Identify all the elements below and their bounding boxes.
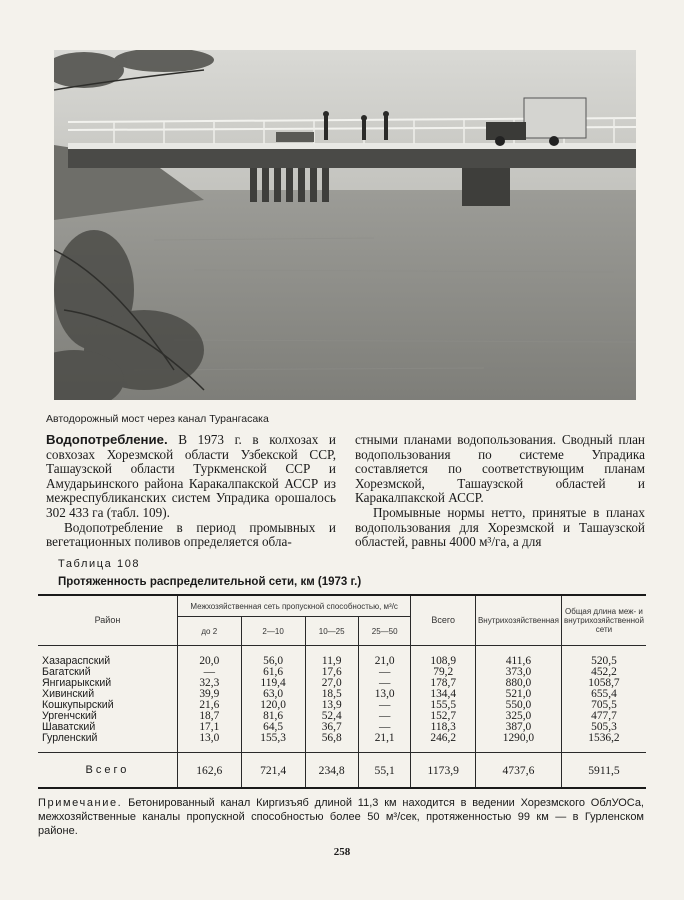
cell-value: — <box>358 667 411 678</box>
cell-value: 56,0 <box>241 646 305 668</box>
cell-value: 134,4 <box>411 689 476 700</box>
cell-value: 387,0 <box>475 722 561 733</box>
paragraph-period: Водопотребление в период промывных и вегетационных поливов определяется обла- <box>46 519 336 550</box>
cell-value: 36,7 <box>305 722 358 733</box>
cell-value: 21,1 <box>358 733 411 753</box>
table-label: Таблица 108 <box>58 558 141 570</box>
text-column-left <box>46 433 336 550</box>
cell-value: 17,6 <box>305 667 358 678</box>
note-label: Примечание. <box>38 797 123 809</box>
cell-value: 21,0 <box>358 646 411 668</box>
cell-value: 21,6 <box>177 700 241 711</box>
cell-value: 477,7 <box>561 711 646 722</box>
run-in-heading: Водопотребление. <box>46 432 168 447</box>
col-header-sub: до 2 <box>177 617 241 646</box>
cell-value: 27,0 <box>305 678 358 689</box>
cell-value: 1290,0 <box>475 733 561 753</box>
network-length-table <box>38 594 646 789</box>
text-column-right <box>355 433 645 550</box>
cell-total: 1173,9 <box>411 753 476 789</box>
cell-value: 1536,2 <box>561 733 646 753</box>
cell-value: 880,0 <box>475 678 561 689</box>
cell-value: 18,7 <box>177 711 241 722</box>
table-total-row <box>38 753 646 789</box>
cell-district: Гурленский <box>38 733 177 753</box>
cell-value: 155,3 <box>241 733 305 753</box>
paragraph-plan: стными планами водопользования. Сводный план водопользования по системе Упрадика составляется по соответствующим планам Хорезмской, Ташаузской областей и Каракалпакской АССР. <box>355 432 645 506</box>
cell-value: 108,9 <box>411 646 476 668</box>
cell-value: 13,9 <box>305 700 358 711</box>
cell-value: 118,3 <box>411 722 476 733</box>
cell-district: Багатский <box>38 667 177 678</box>
cell-value: — <box>358 700 411 711</box>
col-header-total: Всего <box>411 595 476 646</box>
bridge-photo-illustration <box>54 50 636 400</box>
cell-total: 5911,5 <box>561 753 646 789</box>
cell-value: 79,2 <box>411 667 476 678</box>
cell-value: 178,7 <box>411 678 476 689</box>
col-header-sub: 25—50 <box>358 617 411 646</box>
photo-caption: Автодорожный мост через канал Турангасака <box>46 413 269 425</box>
cell-value: — <box>358 722 411 733</box>
cell-value: 64,5 <box>241 722 305 733</box>
col-header-district: Район <box>38 595 177 646</box>
cell-value: 411,6 <box>475 646 561 668</box>
cell-value: — <box>358 678 411 689</box>
cell-value: 452,2 <box>561 667 646 678</box>
cell-value: 325,0 <box>475 711 561 722</box>
paragraph-norms: Промывные нормы нетто, принятые в планах водопользования для Хорезмской и Ташаузской областей, равны 4000 м³/га, а для <box>355 504 645 550</box>
cell-total: 162,6 <box>177 753 241 789</box>
cell-value: 56,8 <box>305 733 358 753</box>
col-header-sub: 10—25 <box>305 617 358 646</box>
col-header-overall: Общая длина меж- и внутрихозяйственной сети <box>561 595 646 646</box>
table-row <box>38 667 646 678</box>
table-row <box>38 733 646 753</box>
cell-value: 705,5 <box>561 700 646 711</box>
cell-value: 52,4 <box>305 711 358 722</box>
cell-value: 13,0 <box>177 733 241 753</box>
cell-value: 505,3 <box>561 722 646 733</box>
cell-value: 20,0 <box>177 646 241 668</box>
table-row <box>38 646 646 668</box>
col-header-sub: 2—10 <box>241 617 305 646</box>
cell-district: Хазараспский <box>38 646 177 668</box>
cell-total-label: Всего <box>38 753 177 789</box>
cell-value: — <box>358 711 411 722</box>
table-row <box>38 678 646 689</box>
cell-district: Янгиарыкский <box>38 678 177 689</box>
table-note <box>38 796 644 838</box>
col-header-interfarm: Межхозяйственная сеть пропускной способностью, м³/с <box>177 595 411 617</box>
col-header-internal: Внутрихозяйственная <box>475 595 561 646</box>
cell-district: Ургенчский <box>38 711 177 722</box>
table-row <box>38 689 646 700</box>
cell-value: 119,4 <box>241 678 305 689</box>
cell-total: 55,1 <box>358 753 411 789</box>
cell-value: 155,5 <box>411 700 476 711</box>
table-row <box>38 711 646 722</box>
table-row <box>38 700 646 711</box>
cell-total: 4737,6 <box>475 753 561 789</box>
cell-value: 17,1 <box>177 722 241 733</box>
cell-district: Хивинский <box>38 689 177 700</box>
cell-value: 18,5 <box>305 689 358 700</box>
cell-value: 520,5 <box>561 646 646 668</box>
cell-value: 39,9 <box>177 689 241 700</box>
cell-value: 32,3 <box>177 678 241 689</box>
cell-value: 655,4 <box>561 689 646 700</box>
cell-value: 61,6 <box>241 667 305 678</box>
cell-value: 63,0 <box>241 689 305 700</box>
cell-value: — <box>177 667 241 678</box>
cell-value: 11,9 <box>305 646 358 668</box>
cell-total: 721,4 <box>241 753 305 789</box>
cell-value: 373,0 <box>475 667 561 678</box>
cell-district: Кошкупырский <box>38 700 177 711</box>
cell-value: 521,0 <box>475 689 561 700</box>
cell-total: 234,8 <box>305 753 358 789</box>
cell-value: 246,2 <box>411 733 476 753</box>
note-text: Бетонированный канал Киргизъяб длиной 11,3 км находится в ведении Хорезмского ОблУОСа, межхозяйственные каналы пропускной способностью более 50 м³/сек, протяженностью 99 км — в Гурленском районе. <box>38 797 644 837</box>
table-row <box>38 722 646 733</box>
page-number: 258 <box>333 846 351 858</box>
paragraph-body: В 1973 г. в колхозах и совхозах Хорезмской области Узбекской ССР, Ташаузской области Туркменской ССР и Амударьинского района Каракалпакской АССР из межреспубликанских систем Упрадика орошалось 302 433 га (табл. 109). <box>46 432 336 520</box>
table-title: Протяженность распределительной сети, км (1973 г.) <box>58 576 362 588</box>
cell-value: 81,6 <box>241 711 305 722</box>
paragraph-water-consumption <box>46 433 336 521</box>
cell-value: 1058,7 <box>561 678 646 689</box>
cell-value: 13,0 <box>358 689 411 700</box>
cell-value: 550,0 <box>475 700 561 711</box>
cell-value: 120,0 <box>241 700 305 711</box>
cell-district: Шаватский <box>38 722 177 733</box>
bridge-photo <box>54 50 636 400</box>
cell-value: 152,7 <box>411 711 476 722</box>
